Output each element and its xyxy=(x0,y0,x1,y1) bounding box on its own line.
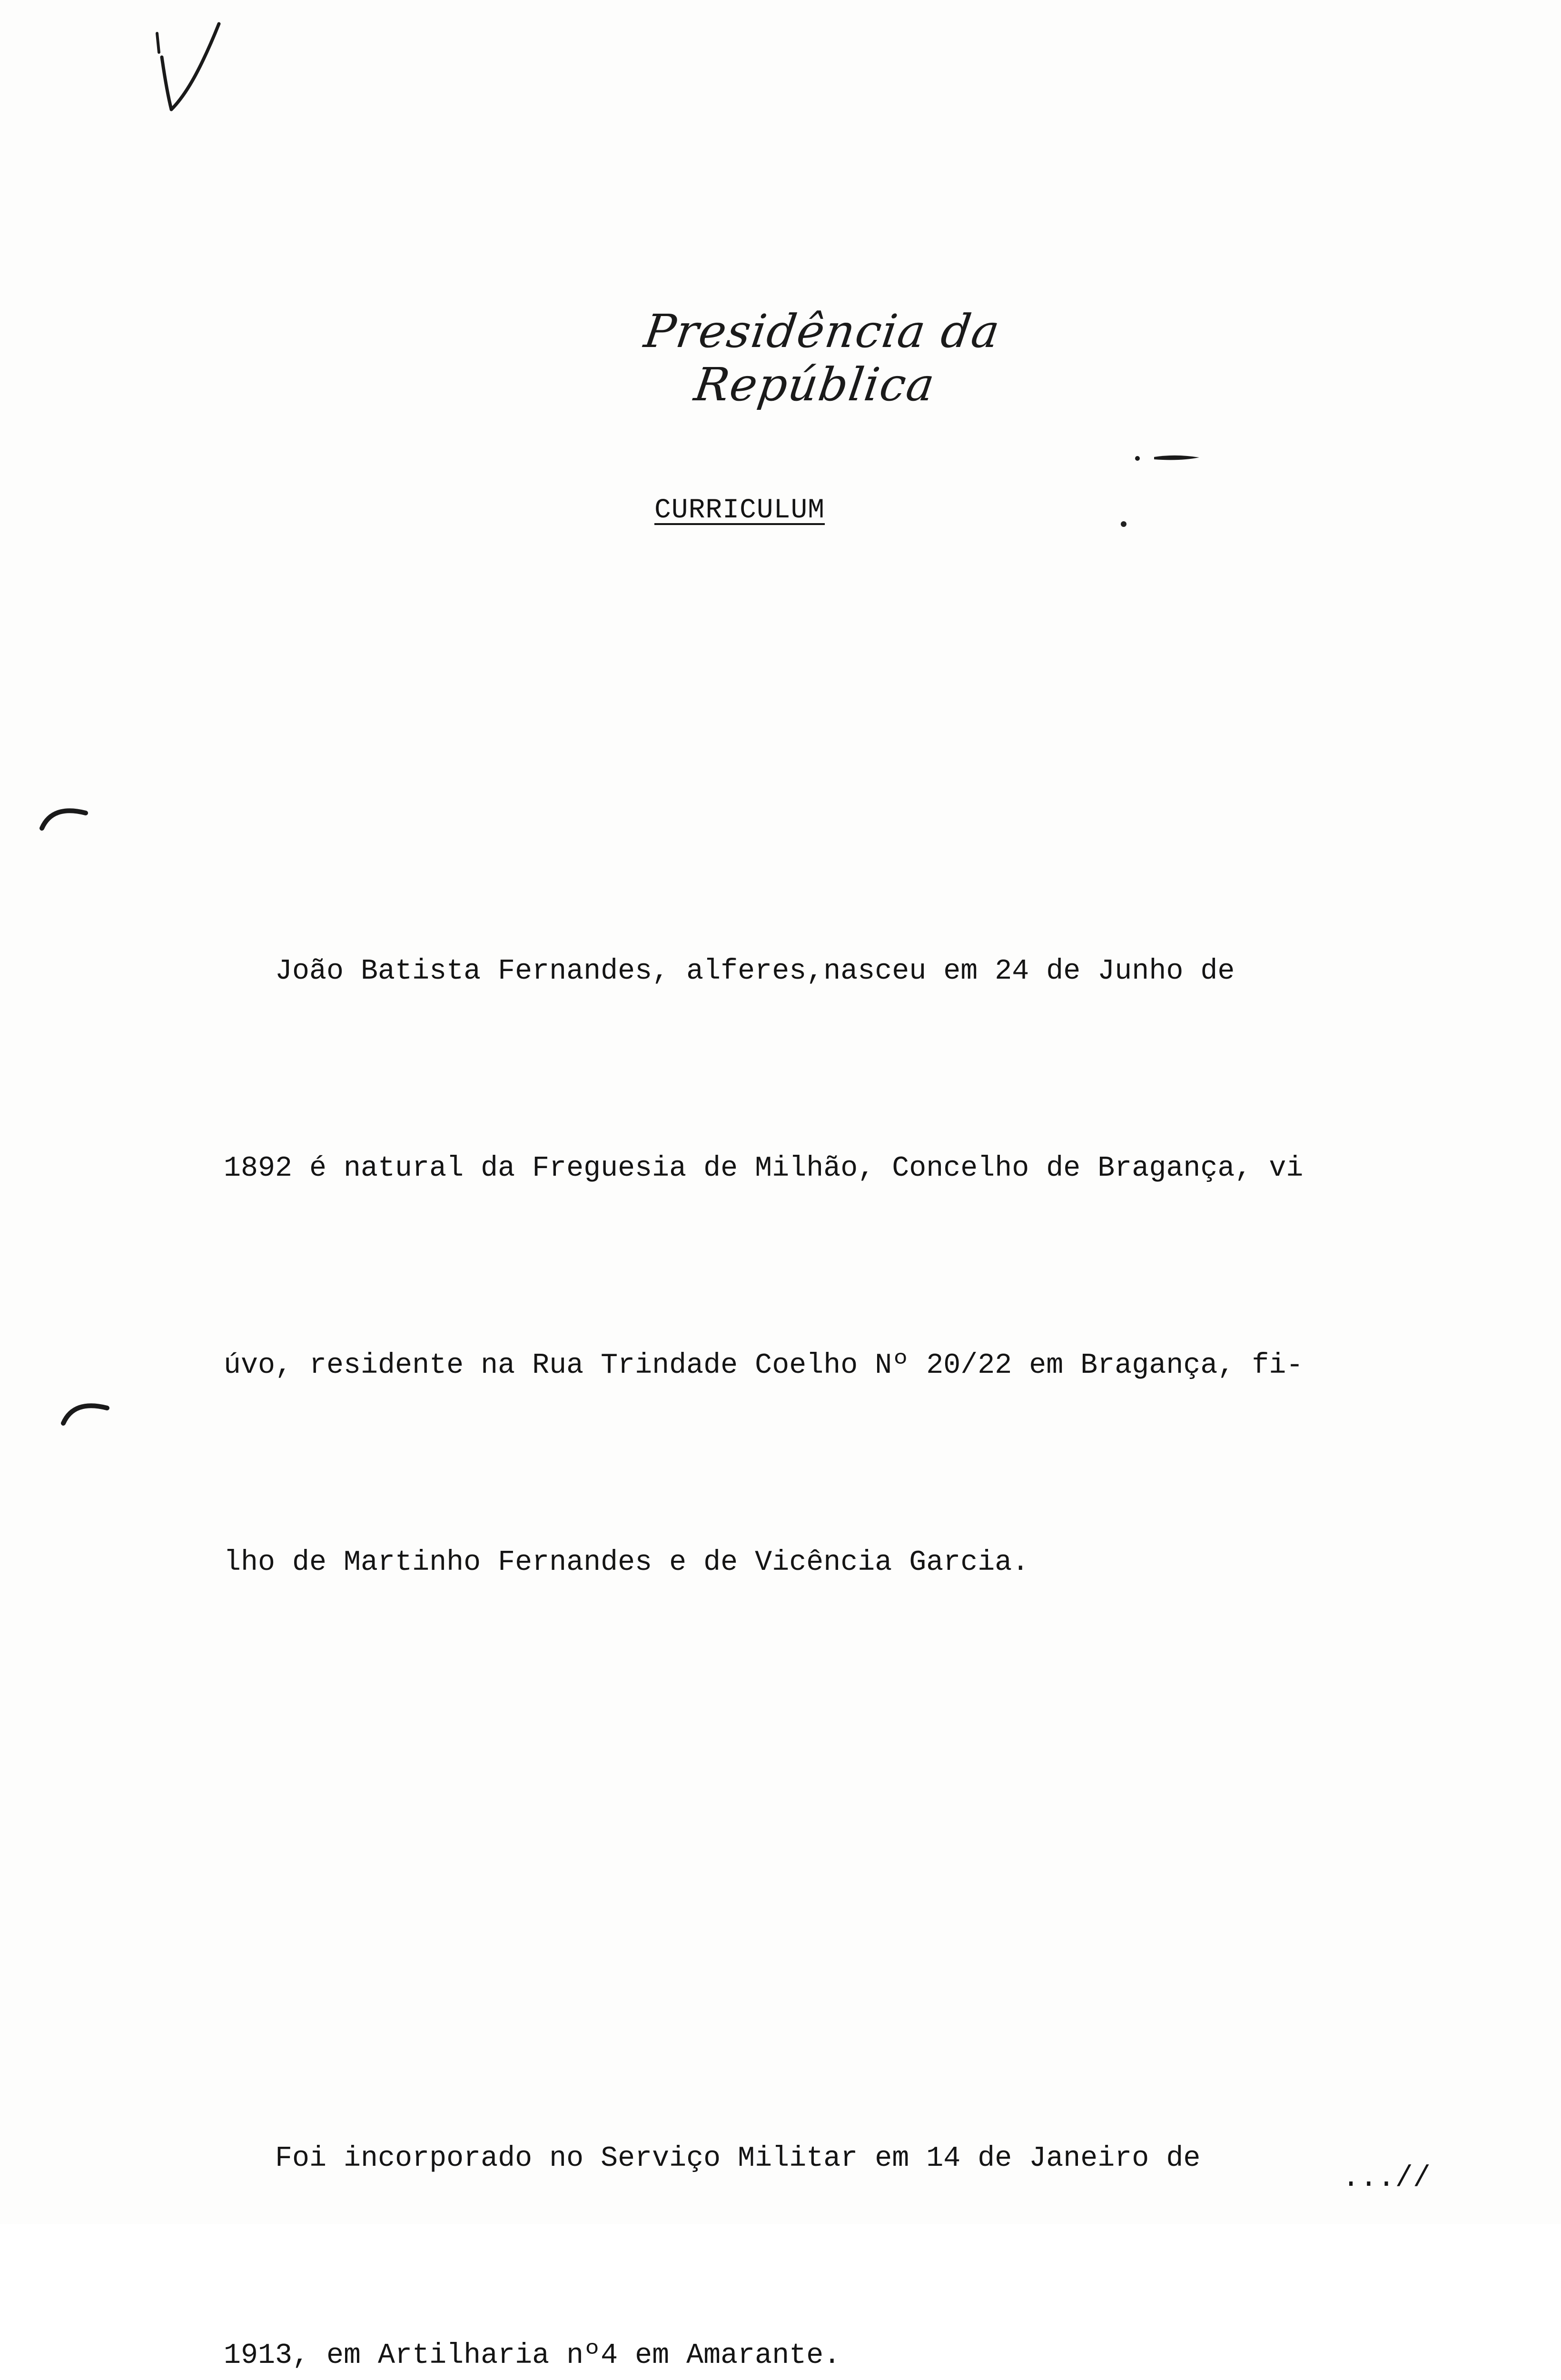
text-line: úvo, residente na Rua Trindade Coelho Nº 20/22 em Bragança, fi- xyxy=(224,1349,1304,1382)
text-line: Foi incorporado no Serviço Militar em 14 de Janeiro de xyxy=(224,2142,1201,2175)
handwritten-check-mark xyxy=(152,19,233,114)
pen-dash-mark xyxy=(1133,450,1204,464)
text-line: 1913, em Artilharia nº4 em Amarante. xyxy=(224,2340,841,2372)
margin-punch-mark xyxy=(38,800,90,833)
paragraph xyxy=(224,1994,1423,2380)
letterhead: Presidência da República xyxy=(641,305,1004,411)
pen-dot-mark xyxy=(1121,521,1126,527)
document-title: CURRICULUM xyxy=(654,495,825,526)
paragraph xyxy=(224,807,1423,1727)
text-line: 1892 é natural da Freguesia de Milhão, Concelho de Bragança, vi xyxy=(224,1152,1304,1185)
page-continuation-mark: ...// xyxy=(1342,2161,1431,2195)
margin-punch-mark xyxy=(59,1395,112,1428)
text-line: João Batista Fernandes, alferes,nasceu em 24 de Junho de xyxy=(224,955,1235,988)
curriculum-body xyxy=(224,676,1423,2380)
text-line: lho de Martinho Fernandes e de Vicência Garcia. xyxy=(224,1547,1029,1579)
